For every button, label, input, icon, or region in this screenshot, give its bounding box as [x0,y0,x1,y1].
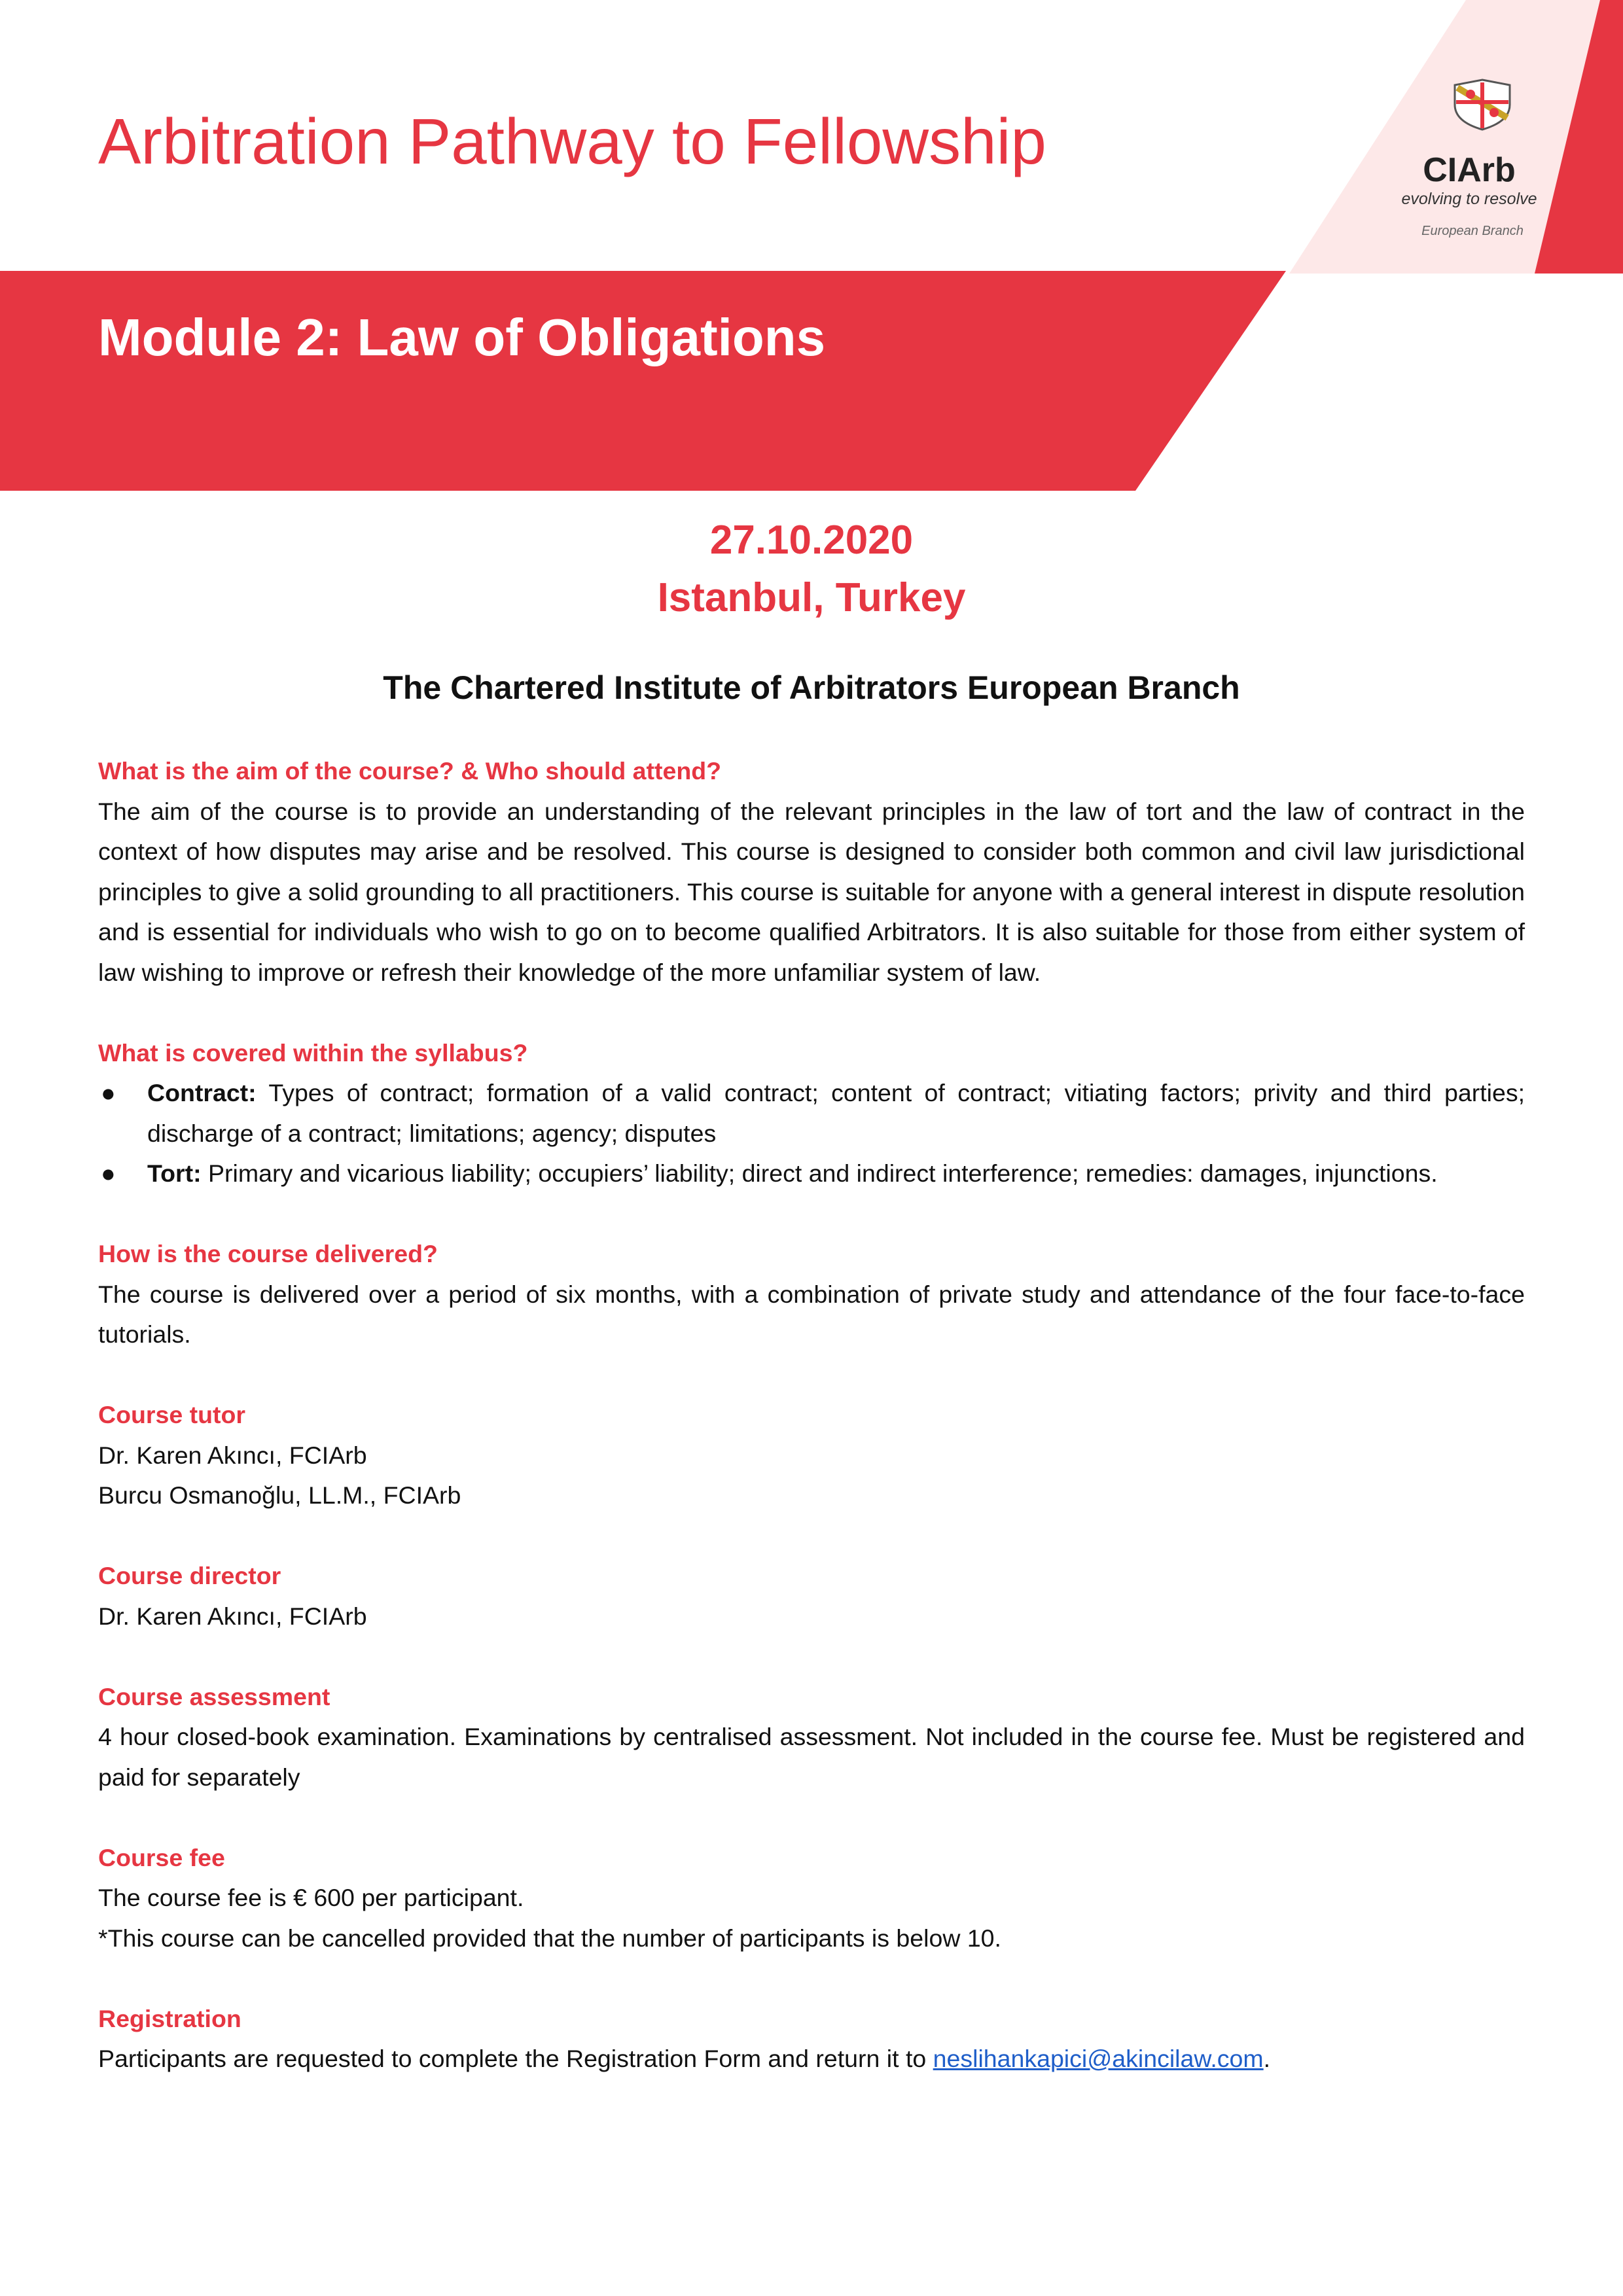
registration-heading: Registration [98,2004,241,2032]
delivery-heading: How is the course delivered? [98,1240,438,1267]
module-banner [0,271,1286,491]
registration-body [98,2039,1525,2079]
course-details [98,751,1525,2079]
header-decoration [0,0,1623,497]
fee-heading: Course fee [98,1843,225,1871]
syllabus-list [98,1073,1525,1194]
syllabus-term: Tort: [147,1159,202,1187]
logo-branch: European Branch [1421,224,1524,238]
syllabus-heading: What is covered within the syllabus? [98,1038,528,1067]
registration-text: Participants are requested to complete the Registration Form and return it to [98,2045,933,2072]
event-location: Istanbul, Turkey [657,575,966,620]
syllabus-text: Primary and vicarious liability; occupiers’ liability; direct and indirect interference; remedies: damages, injunctions. [201,1159,1438,1187]
tutor-heading: Course tutor [98,1401,245,1428]
registration-period: . [1263,2045,1271,2072]
assessment-body: 4 hour closed-book examination. Examinations by centralised assessment. Not included in the course fee. Must be registered and paid for separately [98,1723,1525,1791]
organizer-name: The Chartered Institute of Arbitrators European Branch [383,669,1240,706]
bullet-icon: ● [101,1159,116,1187]
syllabus-item-tort [98,1154,1525,1194]
syllabus-item-contract [98,1073,1525,1154]
delivery-body: The course is delivered over a period of six months, with a combination of private study and attendance of the four face-to-face tutorials. [98,1280,1525,1348]
event-date: 27.10.2020 [709,518,914,563]
crest-icon [1450,79,1515,131]
director-name: Dr. Karen Akıncı, FCIArb [98,1602,367,1630]
fee-note: *This course can be cancelled provided that the number of participants is below 10. [98,1924,1001,1952]
page-title: Arbitration Pathway to Fellowship [98,105,1046,177]
tutor-name: Dr. Karen Akıncı, FCIArb [98,1441,367,1469]
registration-email-link[interactable]: neslihankapici@akincilaw.com [933,2045,1264,2072]
logo-tagline: evolving to resolve [1401,190,1537,208]
module-title: Module 2: Law of Obligations [98,308,826,366]
tutor-name: Burcu Osmanoğlu, LL.M., FCIArb [98,1481,461,1509]
syllabus-term: Contract: [147,1079,257,1106]
director-heading: Course director [98,1562,281,1589]
bullet-icon: ● [101,1079,116,1106]
assessment-heading: Course assessment [98,1682,330,1710]
syllabus-text: Types of contract; formation of a valid contract; content of contract; vitiating factors; privity and third parties; discharge of a contract; limitations; agency; disputes [147,1079,1525,1147]
aim-body: The aim of the course is to provide an understanding of the relevant principles in the law of tort and the law of contract in the context of how disputes may arise and be resolved. This course is designed to consider both common and civil law jurisdictional principles to give a solid grounding to all practitioners. This course is suitable for anyone with a general interest in dispute resolution and is essential for individuals who wish to go on to become qualified Arbitrators. It is also suitable for those from either system of law wishing to improve or refresh their knowledge of the more unfamiliar system of law. [98,797,1525,986]
fee-amount: The course fee is € 600 per participant. [98,1884,524,1911]
logo-name: CIArb [1423,151,1516,189]
aim-heading: What is the aim of the course? & Who should attend? [98,757,722,785]
